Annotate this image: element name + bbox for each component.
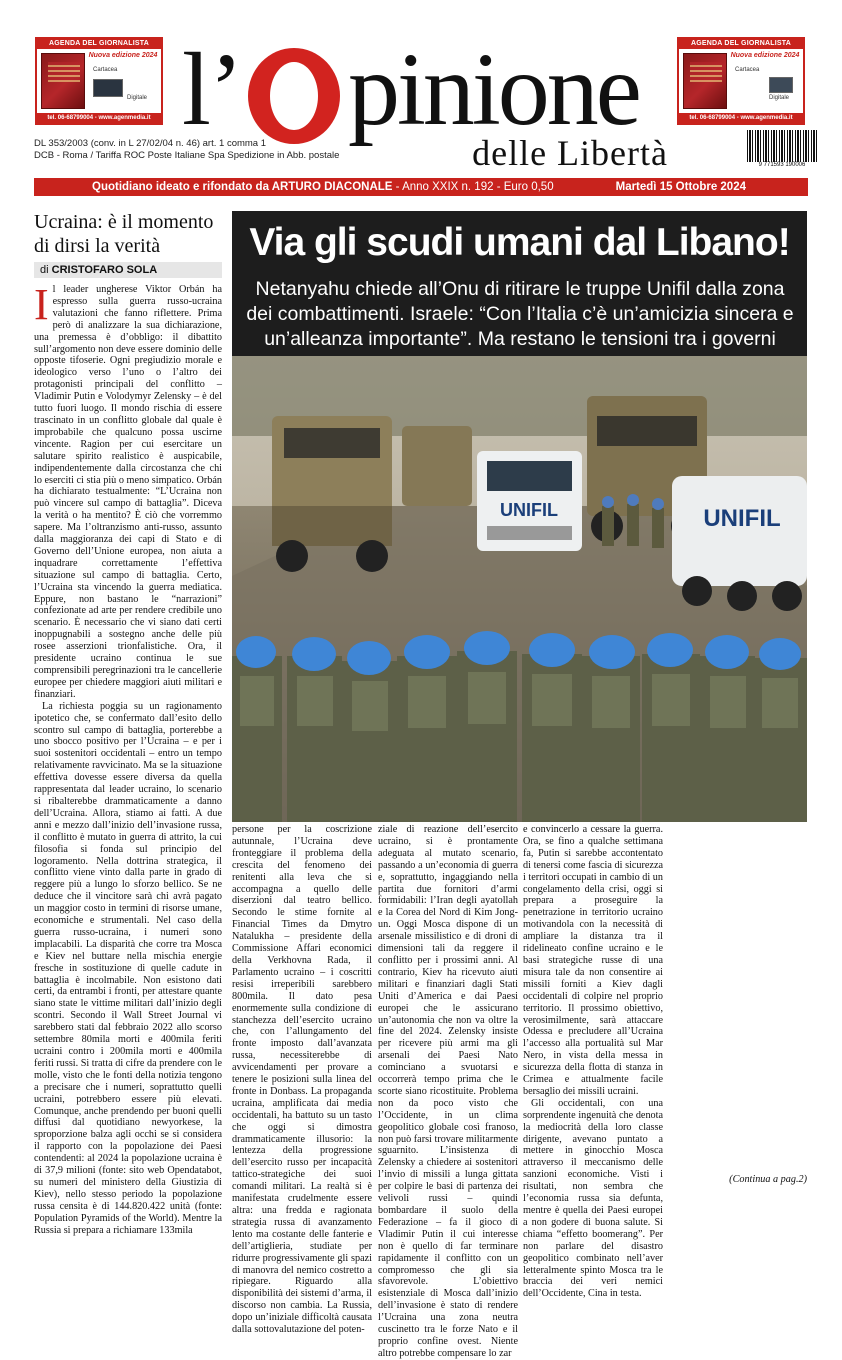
ad-body [679, 49, 803, 113]
article-column-3 [523, 824, 663, 1300]
founder-line: Quotidiano ideato e rifondato da ARTURO DIACONALE [92, 181, 393, 193]
masthead-red-o-logo [248, 48, 340, 144]
article-column-2 [378, 824, 518, 1359]
legal-notice [34, 138, 434, 161]
editorial-paragraph-1-text: l leader ungherese Viktor Orbán ha espresso sulla guerra russo-ucraina valutazioni che fanno riflettere. Prima però di analizzare la sua dichiarazione, una premessa è d’obbligo: il dibattito sull’argomento non deve essere dominio delle opposte tifoserie. Ogni pregiudizio morale e ideologico verso l’uno o l’altro dei protagonisti principali del conflitto – Vladimir Putin e Volodymyr Zelensky – è del tutto fuori luogo. Il mondo rischia di essere trascinato in un conflitto globale dal quale è improbabile che qualcuno possa uscirne vincente. Ragion per cui esercitare un salutare spirito realistico è auspicabile, indipendentemente dalla circostanza che chi lo eserciti ci stia più o meno simpatico. Orbán ha dichiarato testualmente: “L’Ucraina non può vincere sul campo di battaglia”. Diceva la verità o ha mentito? È ciò che vorremmo sapere. Ma l’oltranzismo anti-russo, assunto dalla maggioranza dei capi di Stato e di Governo dell’Unione europea, non aiuta a inquadrare correttamente l’effettiva situazione sul campo di battaglia. Certo, l’Ucraina sta vincendo la guerra mediatica. Eppure, non bastano le “narrazioni” confezionate ad arte per rendere credibile uno scenario. È necessario che vi siano dati certi inoppugnabili a sostegno anche delle più rosee asserzioni trionfalistiche. Ora, il presidente ucraino continua le sue comprensibili peregrinazioni tra le cancellerie europee per chiedere maggiori aiuti militari e finanziari. [34, 284, 222, 700]
laptop-icon [93, 79, 123, 97]
article-column-1 [232, 824, 372, 1336]
unifil-vehicle-label-1: UNIFIL [500, 500, 558, 520]
column-2-text: ziale di reazione dell’esercito ucraino, si è prontamente adeguata al mutato scenario, passando a un’economia di guerra e, soprattutto, ingaggiando nella partita due fornitori d’armi formidabili: l’Iran degli ayatollah e la Corea del Nord di Kim Jong-un. Oggi Mosca dispone di un arsenale missilistico e di droni di dimensioni tali da reggere il conflitto per i prossimi anni. Al contrario, Kiev ha ricevuto aiuti militari e finanziari dagli Stati Uniti d’America e dai Paesi europei che le assicurano un’autonomia che non va oltre la fine del 2024. Zelensky insiste per ricevere più armi ma gli arsenali dei Paesi Nato cominciano a svuotarsi e occorrerà tempo prima che le scorte siano ricostituite. Problema non da poco visto che l’Occidente, in un clima geopolitico globale così franoso, non può farsi trovare militarmente sguarnito. L’insistenza di Zelensky a chiedere ai sostenitori l’invio di missili a lunga gittata per colpire le basi di partenza dei velivoli russi – quindi bombardare il suolo della Federazione – fa il gioco di Vladimir Putin il cui interesse non è quello di far terminare rapidamente il conflitto con un compromesso che gli sia sfavorevole. L’obiettivo esistenziale di Mosca dall’inizio dell’invasione è stato di rendere l’Ucraina una zona neutra cuscinetto tra le forze Nato e il proprio confine ovest. Niente altro potrebbe compensare lo zar [378, 824, 518, 1359]
ad-cartacea-label: Cartacea [735, 67, 760, 73]
ad-subtitle: Nuova edizione 2024 [88, 52, 158, 59]
ad-subtitle: Nuova edizione 2024 [730, 52, 800, 59]
masthead-title-prefix: l’ [182, 32, 242, 147]
masthead-title: pinione [348, 32, 639, 147]
agenda-book-image [683, 53, 727, 109]
drop-cap: I [34, 280, 49, 329]
legal-line-1: DL 353/2003 (conv. in L 27/02/04 n. 46) art. 1 comma 1 [34, 138, 267, 149]
editorial-paragraph [34, 280, 222, 701]
ad-cartacea-label: Cartacea [93, 67, 118, 73]
byline-author: CRISTOFARO SOLA [51, 264, 158, 276]
ad-body [37, 49, 161, 113]
ad-header: AGENDA DEL GIORNALISTA [37, 39, 161, 49]
unifil-vehicle-label-2: UNIFIL [703, 505, 781, 532]
issue-date: Martedì 15 Ottobre 2024 [615, 181, 746, 193]
column-3-text-continued: Gli occidentali, con una sorprendente ingenuità che denota la mediocrità della loro classe dirigente, avevano puntato a mettere in ginocchio Mosca attraverso il meccanismo delle sanzioni economiche. Visti i risultati, non sembra che l’economia russa sia defunta, mentre è quella dei Paesi europei a non godere di buona salute. Si chiama “effetto boomerang”. Per non parlare del disastro geopolitico combinato nell’aver letteralmente spinto Mosca tra le braccia dei veri nemici dell’Occidente, Cina in testa. [523, 1097, 663, 1300]
article-column-4 [667, 824, 807, 1188]
column-1-text: persone per la coscrizione autunnale, l’Ucraina deve fronteggiare il problema della crescita del fenomeno dei renitenti alla leva che si accompagna a quello delle diserzioni dal teatro bellico. Secondo le stime fornite al Financial Times da Dmytro Natalukha – presidente della Commissione Affari economici della Verkhovna Rada, il Parlamento ucraino – i coscritti resisi irreperibili sarebbero 800mila. Il dato pesa enormemente sulla condizione di stanchezza dell’esercito ucraino che, con l’allungamento del fronte imposto dall’avanzata russa, necessiterebbe di avvicendamenti per provare a tenere le posizioni sulla linea del fronte in Donbass. La propaganda ucraina, amplificata dai media occidentali, ha battuto su un tasto che oggi si dimostra drammaticamente illusorio: la lentezza della progressione dell’esercito russo per incapacità tattico-strategiche dei suoi comandi militari. La realtà si è manifestata crudelmente essere altra: una fredda e ragionata strategia russa di avanzamento lento ma costante delle fanterie e dell’artiglieria, studiate per ridurre progressivamente gli spazi di manovra del nemico costretto a ripiegare. Riguardo alla disponibilità dei sistemi d’arma, il discorso non cambia. La Russia, dopo un’iniziale difficoltà causata dalla sottovalutazione del poten- [232, 824, 372, 1336]
ad-digitale-label: Digitale [769, 95, 790, 101]
main-headline-box[interactable] [232, 211, 807, 356]
masthead-subtitle: delle Libertà [472, 133, 668, 173]
ad-digitale-label: Digitale [127, 95, 148, 101]
column-3-text: e convincerlo a cessare la guerra. Ora, se fino a qualche settimana fa, Putin si sarebbe accontentato di tenersi come fascia di sicurezza i territori occupati in cambio di un congelamento della crisi, oggi si prepara a proseguire la penetrazione in territorio ucraino motivandola con la necessità di ampliare la distanza tra il ridelineato confine ucraino e le basi strategiche russe di una misura tale da non consentire ai missili forniti a Kiev dagli occidentali di colpire nel proprio territorio. Il prossimo obiettivo, verosimilmente, sarà attaccare Odessa e precludere all’Ucraina l’accesso alla portualità sul Mar Nero, in vista della messa in sicurezza della flotta di stanza in Crimea e attualmente facile bersaglio dei missili ucraini. [523, 824, 663, 1097]
editorial-paragraph-2: La richiesta poggia su un ragionamento ipotetico che, se confermato dall’esito dello scontro sul campo di battaglia, porterebbe a uno sbocco positivo per l’Ucraina – e per i suoi sostenitori occidentali – entro un tempo relativamente ravvicinato. Ma se la situazione effettiva dovesse essere diversa da quella rappresentata dal leader ucraino, lo scenario si ribalterebbe drammaticamente a danno dell’Ucraina. Allora, stiamo ai fatti. A due anni e mezzo dall’inizio dell’invasione russa, il conflitto è mutato in guerra di attrito, la cui filosofia si fonda sul principio del logoramento. Nella dottrina strategica, il conflitto viene vinto dalla parte in grado di reggere più a lungo lo sforzo bellico. Se ne deduce che il vincitore sarà chi avrà pagato un maggior costo in termini di risorse umane, economiche e strumentali. Nel caso della guerra russo-ucraina, i numeri sono implacabili. La disparità che corre tra Mosca e Kiev nel buttare nella mischia energie fresche in sostituzione di quelle cadute in battaglia è incolmabile. Non esistono dati certi, da entrambi i fronti, per attestare quante siano state le vittime militari dall’inizio degli scontri. Secondo il Wall Street Journal vi sarebbero stati dal febbraio 2022 allo scorso settembre 80mila morti e 400mila feriti ucraini contro i 200mila morti e 400mila feriti russi. Si tratta di cifre da prendere con le molle, visto che le fonti della notizia tengono a precisare che i numeri, soprattutto quelli ucraini, potrebbero essere più elevati. Comunque, anche prendendo per buoni quelli diffusi dal quotidiano newyorkese, la sproporzione balza agli occhi se si considera il rapporto con la popolazione dei Paesi contendenti: al 2024 la popolazione ucraina è di 37,9 milioni (fonte: sito web Opendatabot, su numeri del ministero della Giustizia di Kiev), nello stesso periodo la popolazione russa censita è di 144.820.422 unità (fonte: Population Pyramids of the World). Mentre la Russia si prepara a richiamare 133mila [34, 700, 222, 1236]
ad-header: AGENDA DEL GIORNALISTA [679, 39, 803, 49]
editorial-byline [34, 262, 222, 278]
unifil-photo [232, 356, 807, 822]
tablet-icon [769, 77, 793, 93]
editorial-title[interactable]: Ucraina: è il momento di dirsi la verità [34, 211, 214, 257]
barcode [747, 130, 817, 174]
legal-line-2: DCB - Roma / Tariffa ROC Poste Italiane Spa Spedizione in Abb. postale [34, 149, 340, 161]
continue-link[interactable]: (Continua a pag.2) [729, 1174, 807, 1185]
byline-prefix: di [40, 264, 52, 276]
editorial-body [34, 280, 222, 1236]
ad-agenda-left[interactable] [35, 37, 163, 125]
issue-info: - Anno XXIX n. 192 - Euro 0,50 [392, 181, 554, 193]
ad-agenda-right[interactable] [677, 37, 805, 125]
headline-deck: Netanyahu chiede all’Onu di ritirare le truppe Unifil dalla zona dei combattimenti. Israele: “Con l’Italia c’è un’amicizia sincera e un’alleanza importante”. Ma restano le tensioni tra i governi [246, 278, 794, 350]
ad-footer: tel. 06-68799004 - www.agenmedia.it [679, 113, 803, 123]
issue-band [34, 178, 808, 196]
ad-footer: tel. 06-68799004 - www.agenmedia.it [37, 113, 161, 123]
main-headline: Via gli scudi umani dal Libano! [249, 221, 790, 264]
agenda-book-image [41, 53, 85, 109]
barcode-bars [747, 130, 817, 162]
barcode-number: 9 771593 190006 [758, 162, 806, 168]
unifil-photo-illustration [232, 356, 807, 822]
